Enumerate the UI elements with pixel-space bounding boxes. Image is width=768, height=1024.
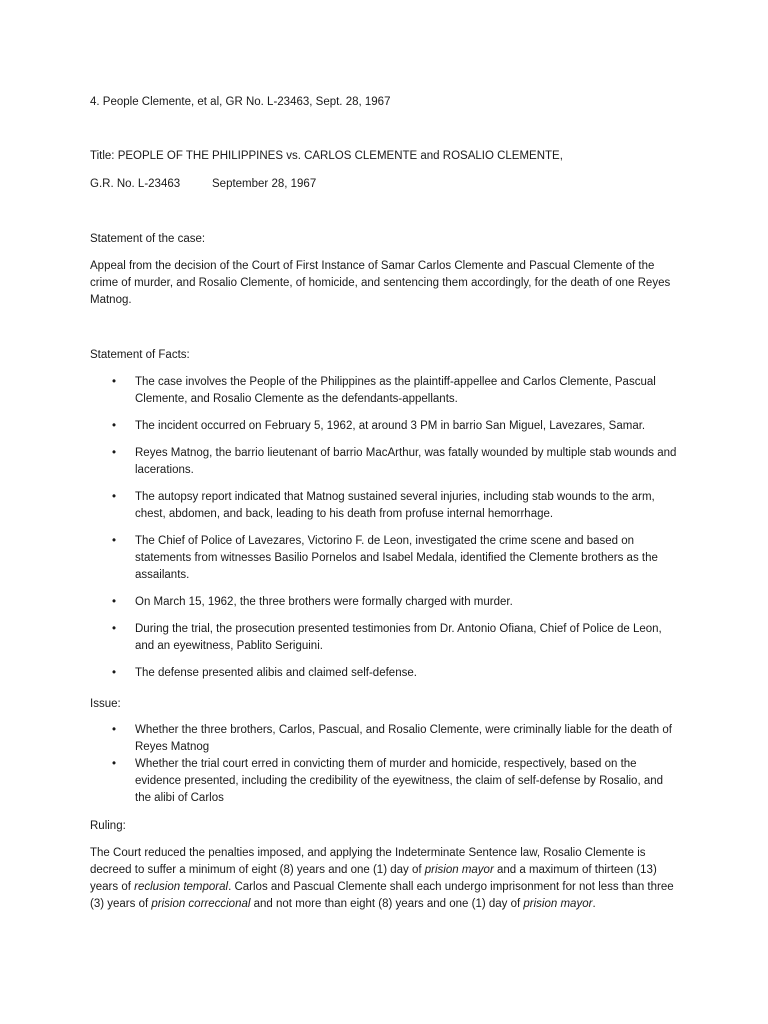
issue-label: Issue: (90, 698, 121, 710)
ruling-italic-term: prision correccional (151, 898, 251, 910)
statement-case-text: Appeal from the decision of the Court of First Instance of Samar Carlos Clemente and Pascual Clemente of the crime of murder, and Rosalio Clemente, of homicide, and sentencing them accordingly, for the death of one Reyes Matnog. (90, 260, 671, 306)
ruling-label: Ruling: (90, 820, 126, 832)
statement-case-label: Statement of the case: (90, 233, 206, 245)
ruling-text-part: and not more than eight (8) years and one (1) day of (250, 898, 524, 910)
list-item: • The case involves the People of the Philippines as the plaintiff-appellee and Carlos Clemente, Pascual Clemente, and Rosalio Clemente as the defendants-appellants. (90, 374, 678, 408)
gr-date: September 28, 1967 (212, 178, 317, 190)
case-heading: 4. People Clemente, et al, GR No. L-23463, Sept. 28, 1967 (90, 96, 391, 108)
ruling-text-part: . Carlos and Pascual Clemente shall each undergo imprisonment for not less than three (3) years of (90, 881, 674, 910)
ruling-italic-term: prision mayor (523, 898, 593, 910)
list-item: • On March 15, 1962, the three brothers were formally charged with murder. (90, 594, 678, 611)
list-item: • The incident occurred on February 5, 1962, at around 3 PM in barrio San Miguel, Lavezares, Samar. (90, 418, 678, 435)
ruling-text-part: and a maximum of thirteen (13) years of (90, 864, 657, 893)
ruling-italic-term: prision mayor (424, 864, 494, 876)
gr-line (90, 176, 678, 193)
ruling-text (90, 845, 678, 913)
list-item: • Reyes Matnog, the barrio lieutenant of barrio MacArthur, was fatally wounded by multiple stab wounds and lacerations. (90, 445, 678, 479)
list-item: • The Chief of Police of Lavezares, Victorino F. de Leon, investigated the crime scene and based on statements from witnesses Basilio Pornelos and Isabel Medala, identified the Clemente brothers as the assailants. (90, 533, 678, 584)
list-item: • The autopsy report indicated that Matnog sustained several injuries, including stab wounds to the arm, chest, abdomen, and back, leading to his death from profuse internal hemorrhage. (90, 489, 678, 523)
ruling-italic-term: reclusion temporal (134, 881, 229, 893)
issue-list (90, 722, 678, 807)
list-item: • Whether the three brothers, Carlos, Pascual, and Rosalio Clemente, were criminally liable for the death of Reyes Matnog (90, 722, 678, 756)
facts-list (90, 374, 678, 682)
ruling-text-part: The Court reduced the penalties imposed, and applying the Indeterminate Sentence law, Rosalio Clemente is decreed to suffer a minimum of eight (8) years and one (1) day of (90, 847, 646, 876)
ruling-text-part: . (592, 898, 596, 910)
statement-facts-label: Statement of Facts: (90, 349, 190, 361)
case-title: Title: PEOPLE OF THE PHILIPPINES vs. CARLOS CLEMENTE and ROSALIO CLEMENTE, (90, 150, 563, 162)
gr-number: G.R. No. L-23463 (90, 178, 181, 190)
list-item: • During the trial, the prosecution presented testimonies from Dr. Antonio Ofiana, Chief of Police de Leon, and an eyewitness, Pablito Seriguini. (90, 621, 678, 655)
list-item: • The defense presented alibis and claimed self-defense. (90, 665, 678, 682)
list-item: • Whether the trial court erred in convicting them of murder and homicide, respectively, based on the evidence presented, including the credibility of the eyewitness, the claim of self-defense by Rosalio, and the alibi of Carlos (90, 756, 678, 807)
